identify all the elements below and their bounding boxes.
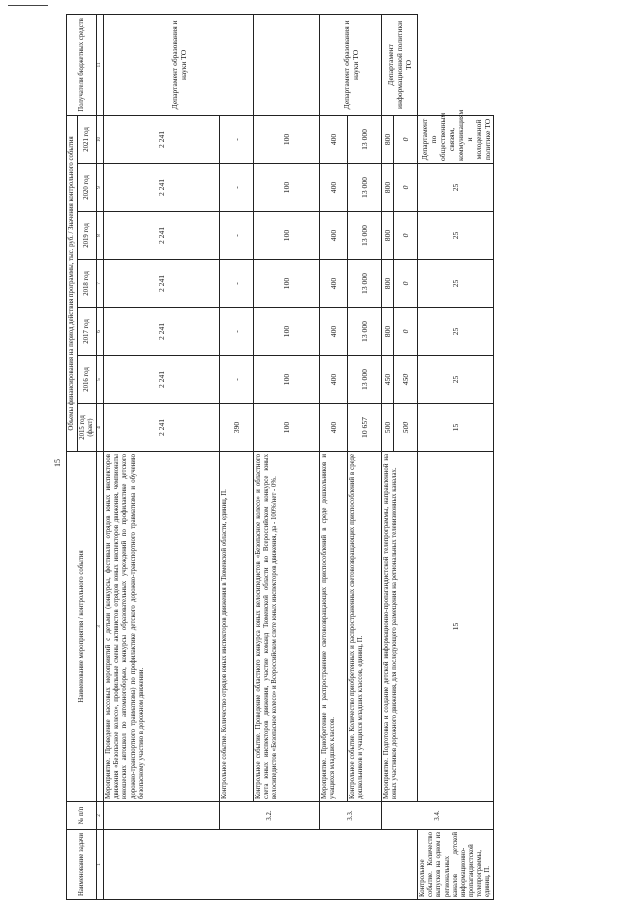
row-num [104, 802, 220, 830]
value-cell: 25 [418, 212, 494, 260]
value-cell: 800 [382, 115, 394, 163]
row-text: Мероприятие. Приобретение и распространение световозвращающих приспособлений в среде дошкольников и учащихся младших классов. [320, 452, 348, 802]
value-cell: 2 241 [104, 404, 220, 452]
header-year: 2015 год (факт) [78, 404, 97, 452]
header-year: 2017 год [78, 308, 97, 356]
header-year: 2016 год [78, 356, 97, 404]
task-name-cell [104, 830, 418, 900]
table-row [418, 14, 494, 899]
col-num: 6 [97, 308, 104, 356]
table-row [220, 14, 254, 899]
header-year: 2019 год [78, 212, 97, 260]
col-num: 7 [97, 260, 104, 308]
value-cell: 400 [320, 260, 348, 308]
column-number-row [97, 14, 104, 899]
value-cell: 450 [394, 356, 418, 404]
page-number: 15 [53, 459, 62, 467]
value-cell: 400 [320, 404, 348, 452]
value-cell: 800 [382, 260, 394, 308]
value-cell: 400 [320, 356, 348, 404]
value-cell: 2 241 [104, 115, 220, 163]
value-cell: 2 241 [104, 308, 220, 356]
recipient-cell [254, 14, 320, 115]
recipient-cell: Департамент образования и науки ТО [320, 14, 382, 115]
value-cell: 0 [394, 308, 418, 356]
header-row-1 [67, 14, 78, 899]
value-cell: 800 [382, 212, 394, 260]
col-num: 8 [97, 212, 104, 260]
row-num: 3.2. [220, 802, 320, 830]
value-cell: 450 [382, 356, 394, 404]
value-cell: 2 241 [104, 356, 220, 404]
value-cell: 800 [382, 164, 394, 212]
value-cell: 0 [394, 115, 418, 163]
col-num: 4 [97, 404, 104, 452]
value-cell: 400 [320, 115, 348, 163]
value-cell: 400 [320, 164, 348, 212]
col-num: 9 [97, 164, 104, 212]
header-recipients: Получатели бюджетных средств [67, 14, 97, 115]
value-cell: - [220, 356, 254, 404]
row-text: Мероприятие. Подготовка и создание детской информационно-пропагандистской телепрограммы, направленной на юных участников дорожного движения, для последующего размещения на региональных телевизионных каналах. [382, 452, 418, 802]
table-row [254, 14, 320, 899]
value-cell: 2 241 [104, 164, 220, 212]
value-cell: 13 000 [348, 115, 382, 163]
header-year: 2018 год [78, 260, 97, 308]
row-text: Контрольное событие. Количество приобретенных и распространенных световозвращающих приспособлений в среде дошкольников и учащихся младших классов, единиц, П. [348, 452, 382, 802]
row-num: 3.3. [320, 802, 382, 830]
row-text: Контрольное событие. Количество отрядов юных инспекторов движения в Тюменской области, единиц, П. [220, 452, 254, 802]
recipient-cell [382, 14, 418, 115]
value-cell: 15 [418, 452, 494, 802]
recipient-cell: Департамент по общественным связям, коммуникациям и молодежной политике ТО [418, 115, 494, 163]
row-text: Контрольное событие. Проведение областного конкурса юных велосипедистов «Безопасное колесо» и областного слета юных инспекторов движения, участие команд Тюменской области во Всероссийском конкурсе юных велосипедистов «Безопасное колесо» и Всероссийском слете юных инспекторов движения, да - 100%/нет - 0%. [254, 452, 320, 802]
col-num: 1 [97, 830, 104, 900]
value-cell: 100 [254, 356, 320, 404]
value-cell: 100 [254, 404, 320, 452]
value-cell: 25 [418, 308, 494, 356]
value-cell: 25 [418, 164, 494, 212]
value-cell: - [220, 308, 254, 356]
row-text: Мероприятие. Проведение массовых мероприятий с детьми (конкурсы, фестивали отрядов юных инспекторов движения «Безопасное колесо», профильные смены активистов отрядов юных инспекторов движения, чемпионаты юношеских автошкол по автомногоборью, конкурсы образовательных учреждений по профилактике детского дорожно-транспортного травматизма) по профилактике детского дорожно-транспортного травматизма и обучению безопасному участию в дорожном движении. [104, 452, 220, 802]
value-cell: - [220, 164, 254, 212]
col-num: 11 [97, 14, 104, 115]
value-cell: 0 [394, 260, 418, 308]
value-cell: 0 [394, 164, 418, 212]
header-num: № п/п [67, 802, 97, 830]
table-row [104, 14, 220, 899]
value-cell: 390 [220, 404, 254, 452]
table-row [382, 14, 394, 899]
table-row [348, 14, 382, 899]
value-cell: 25 [418, 260, 494, 308]
value-cell: 15 [418, 404, 494, 452]
value-cell: 25 [418, 356, 494, 404]
row-num: 3.4. [382, 802, 494, 830]
value-cell: 13 000 [348, 356, 382, 404]
value-cell: 13 000 [348, 212, 382, 260]
value-cell: 100 [254, 164, 320, 212]
value-cell: 100 [254, 115, 320, 163]
recipient-cell: Департамент образования и науки ТО [104, 14, 254, 115]
value-cell: 2 241 [104, 260, 220, 308]
recipient-1: Департамент информационной политики ТО [386, 20, 414, 109]
value-cell: 13 000 [348, 308, 382, 356]
header-task-name: Наименование задачи [67, 830, 97, 900]
value-cell: 100 [254, 260, 320, 308]
col-num: 3 [97, 452, 104, 802]
header-year: 2021 год [78, 115, 97, 163]
col-num: 2 [97, 802, 104, 830]
row-text: Контрольное событие. Количество выпусков на одном из региональных каналов детской информационно-пропагандистской телепрограммы, единиц, П. [418, 830, 494, 900]
program-table [66, 14, 494, 900]
col-num: 10 [97, 115, 104, 163]
col-num: 5 [97, 356, 104, 404]
header-event-name: Наименование мероприятия / контрольного события [67, 452, 97, 802]
value-cell: 13 000 [348, 164, 382, 212]
value-cell: 500 [382, 404, 394, 452]
value-cell: 400 [320, 308, 348, 356]
value-cell: 100 [254, 308, 320, 356]
value-cell: 0 [394, 212, 418, 260]
value-cell: - [220, 115, 254, 163]
value-cell: 800 [382, 308, 394, 356]
value-cell: 400 [320, 212, 348, 260]
value-cell: 13 000 [348, 260, 382, 308]
table-row [320, 14, 348, 899]
header-year: 2020 год [78, 164, 97, 212]
value-cell: 2 241 [104, 212, 220, 260]
header-funding-group: Объемы финансирования на период действия программы, тыс. руб. / Значения контрольного события [67, 115, 78, 451]
value-cell: 500 [394, 404, 418, 452]
value-cell: - [220, 212, 254, 260]
value-cell: 10 657 [348, 404, 382, 452]
value-cell: - [220, 260, 254, 308]
value-cell: 100 [254, 212, 320, 260]
